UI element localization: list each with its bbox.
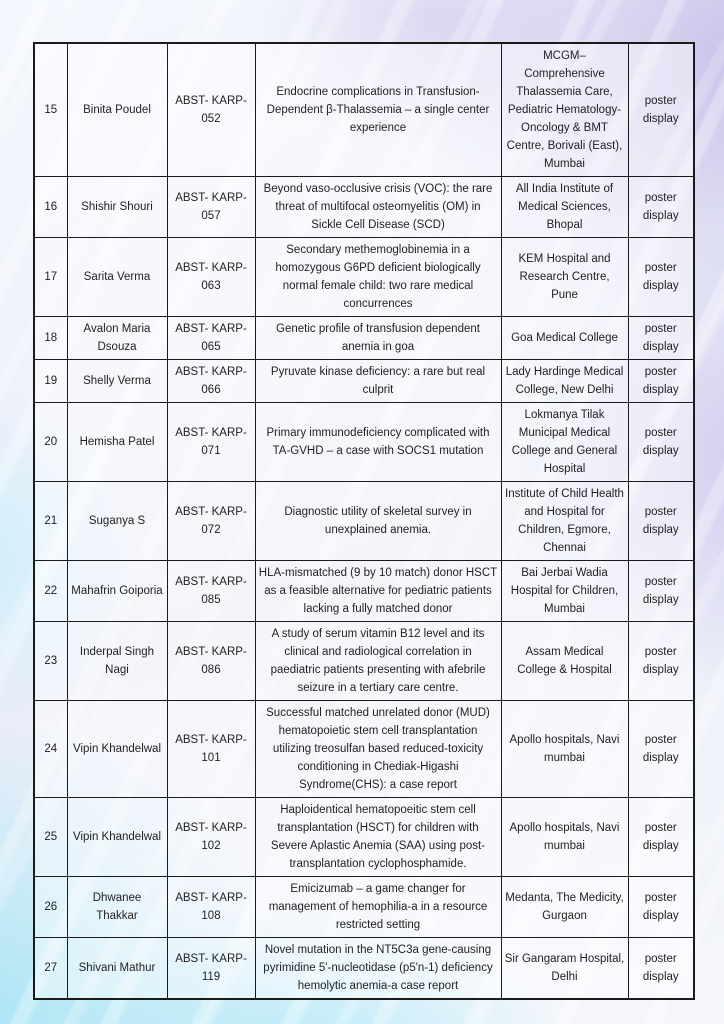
- cell-institution: Medanta, The Medicity, Gurgaon: [501, 877, 628, 938]
- cell-abstract-code: ABST- KARP-102: [167, 798, 255, 877]
- table-row: [34, 238, 694, 317]
- cell-abstract-code: ABST- KARP-086: [167, 622, 255, 701]
- cell-institution: MCGM–Comprehensive Thalassemia Care, Pediatric Hematology-Oncology & BMT Centre, Borivali (East), Mumbai: [501, 43, 628, 177]
- cell-serial-number: 27: [34, 938, 67, 1000]
- cell-serial-number: 19: [34, 360, 67, 403]
- cell-presenter-name: Shishir Shouri: [67, 177, 167, 238]
- table-row: [34, 622, 694, 701]
- table-row: [34, 177, 694, 238]
- cell-abstract-title: Endocrine complications in Transfusion-Dependent β-Thalassemia – a single center experience: [255, 43, 501, 177]
- cell-abstract-code: ABST- KARP-066: [167, 360, 255, 403]
- table-row: [34, 360, 694, 403]
- table-row: [34, 403, 694, 482]
- cell-institution: Bai Jerbai Wadia Hospital for Children, Mumbai: [501, 561, 628, 622]
- table-row: [34, 561, 694, 622]
- cell-serial-number: 22: [34, 561, 67, 622]
- cell-presentation-type: poster display: [628, 238, 694, 317]
- cell-presentation-type: poster display: [628, 938, 694, 1000]
- cell-abstract-title: Secondary methemoglobinemia in a homozygous G6PD deficient biologically normal female child: two rare medical concurrences: [255, 238, 501, 317]
- cell-presentation-type: poster display: [628, 360, 694, 403]
- cell-institution: Sir Gangaram Hospital, Delhi: [501, 938, 628, 1000]
- cell-presenter-name: Vipin Khandelwal: [67, 798, 167, 877]
- cell-presentation-type: poster display: [628, 317, 694, 360]
- cell-abstract-title: Beyond vaso-occlusive crisis (VOC): the rare threat of multifocal osteomyelitis (OM) in Sickle Cell Disease (SCD): [255, 177, 501, 238]
- cell-institution: Lady Hardinge Medical College, New Delhi: [501, 360, 628, 403]
- cell-presentation-type: poster display: [628, 622, 694, 701]
- cell-institution: Apollo hospitals, Navi mumbai: [501, 701, 628, 798]
- cell-serial-number: 24: [34, 701, 67, 798]
- cell-institution: Assam Medical College & Hospital: [501, 622, 628, 701]
- cell-abstract-code: ABST- KARP-071: [167, 403, 255, 482]
- cell-presenter-name: Vipin Khandelwal: [67, 701, 167, 798]
- cell-presentation-type: poster display: [628, 877, 694, 938]
- cell-abstract-title: A study of serum vitamin B12 level and its clinical and radiological correlation in paediatric patients presenting with afebrile seizure in a tertiary care centre.: [255, 622, 501, 701]
- table-row: [34, 43, 694, 177]
- cell-presentation-type: poster display: [628, 43, 694, 177]
- cell-presenter-name: Shivani Mathur: [67, 938, 167, 1000]
- cell-presenter-name: Hemisha Patel: [67, 403, 167, 482]
- cell-institution: All India Institute of Medical Sciences, Bhopal: [501, 177, 628, 238]
- cell-abstract-title: Pyruvate kinase deficiency: a rare but real culprit: [255, 360, 501, 403]
- cell-presentation-type: poster display: [628, 798, 694, 877]
- cell-abstract-title: Novel mutation in the NT5C3a gene-causing pyrimidine 5'-nucleotidase (p5'n-1) deficiency hemolytic anemia-a case report: [255, 938, 501, 1000]
- cell-presenter-name: Shelly Verma: [67, 360, 167, 403]
- abstract-table-body: [34, 43, 694, 999]
- table-row: [34, 938, 694, 1000]
- cell-abstract-title: HLA-mismatched (9 by 10 match) donor HSCT as a feasible alternative for pediatric patients lacking a fully matched donor: [255, 561, 501, 622]
- cell-abstract-title: Successful matched unrelated donor (MUD) hematopoietic stem cell transplantation utilizing treosulfan based reduced-toxicity conditioning in Chediak-Higashi Syndrome(CHS): a case report: [255, 701, 501, 798]
- cell-abstract-code: ABST- KARP-072: [167, 482, 255, 561]
- cell-abstract-code: ABST- KARP-108: [167, 877, 255, 938]
- table-row: [34, 482, 694, 561]
- cell-abstract-code: ABST- KARP-119: [167, 938, 255, 1000]
- cell-presenter-name: Binita Poudel: [67, 43, 167, 177]
- cell-institution: Apollo hospitals, Navi mumbai: [501, 798, 628, 877]
- cell-abstract-code: ABST- KARP-065: [167, 317, 255, 360]
- cell-presenter-name: Suganya S: [67, 482, 167, 561]
- cell-abstract-code: ABST- KARP-085: [167, 561, 255, 622]
- cell-presenter-name: Mahafrin Goiporia: [67, 561, 167, 622]
- cell-serial-number: 17: [34, 238, 67, 317]
- cell-presentation-type: poster display: [628, 701, 694, 798]
- abstract-list-table: [33, 42, 695, 1000]
- cell-abstract-code: ABST- KARP-101: [167, 701, 255, 798]
- cell-presenter-name: Sarita Verma: [67, 238, 167, 317]
- cell-serial-number: 21: [34, 482, 67, 561]
- cell-abstract-title: Haploidentical hematopoeitic stem cell transplantation (HSCT) for children with Severe Aplastic Anemia (SAA) using post-transplantation cyclophosphamide.: [255, 798, 501, 877]
- table-row: [34, 317, 694, 360]
- cell-serial-number: 25: [34, 798, 67, 877]
- cell-serial-number: 15: [34, 43, 67, 177]
- cell-presenter-name: Avalon Maria Dsouza: [67, 317, 167, 360]
- cell-presenter-name: Dhwanee Thakkar: [67, 877, 167, 938]
- cell-serial-number: 16: [34, 177, 67, 238]
- cell-abstract-code: ABST- KARP-063: [167, 238, 255, 317]
- cell-presentation-type: poster display: [628, 403, 694, 482]
- table-row: [34, 798, 694, 877]
- cell-institution: Goa Medical College: [501, 317, 628, 360]
- cell-institution: KEM Hospital and Research Centre, Pune: [501, 238, 628, 317]
- cell-institution: Institute of Child Health and Hospital for Children, Egmore, Chennai: [501, 482, 628, 561]
- cell-presentation-type: poster display: [628, 561, 694, 622]
- cell-abstract-title: Genetic profile of transfusion dependent anemia in goa: [255, 317, 501, 360]
- cell-abstract-title: Emicizumab – a game changer for management of hemophilia-a in a resource restricted setting: [255, 877, 501, 938]
- cell-abstract-title: Primary immunodeficiency complicated with TA-GVHD – a case with SOCS1 mutation: [255, 403, 501, 482]
- cell-abstract-code: ABST- KARP-052: [167, 43, 255, 177]
- cell-abstract-code: ABST- KARP-057: [167, 177, 255, 238]
- table-row: [34, 701, 694, 798]
- cell-presenter-name: Inderpal Singh Nagi: [67, 622, 167, 701]
- cell-serial-number: 23: [34, 622, 67, 701]
- cell-serial-number: 26: [34, 877, 67, 938]
- cell-presentation-type: poster display: [628, 177, 694, 238]
- cell-serial-number: 18: [34, 317, 67, 360]
- cell-institution: Lokmanya Tilak Municipal Medical College and General Hospital: [501, 403, 628, 482]
- cell-serial-number: 20: [34, 403, 67, 482]
- cell-abstract-title: Diagnostic utility of skeletal survey in unexplained anemia.: [255, 482, 501, 561]
- table-row: [34, 877, 694, 938]
- cell-presentation-type: poster display: [628, 482, 694, 561]
